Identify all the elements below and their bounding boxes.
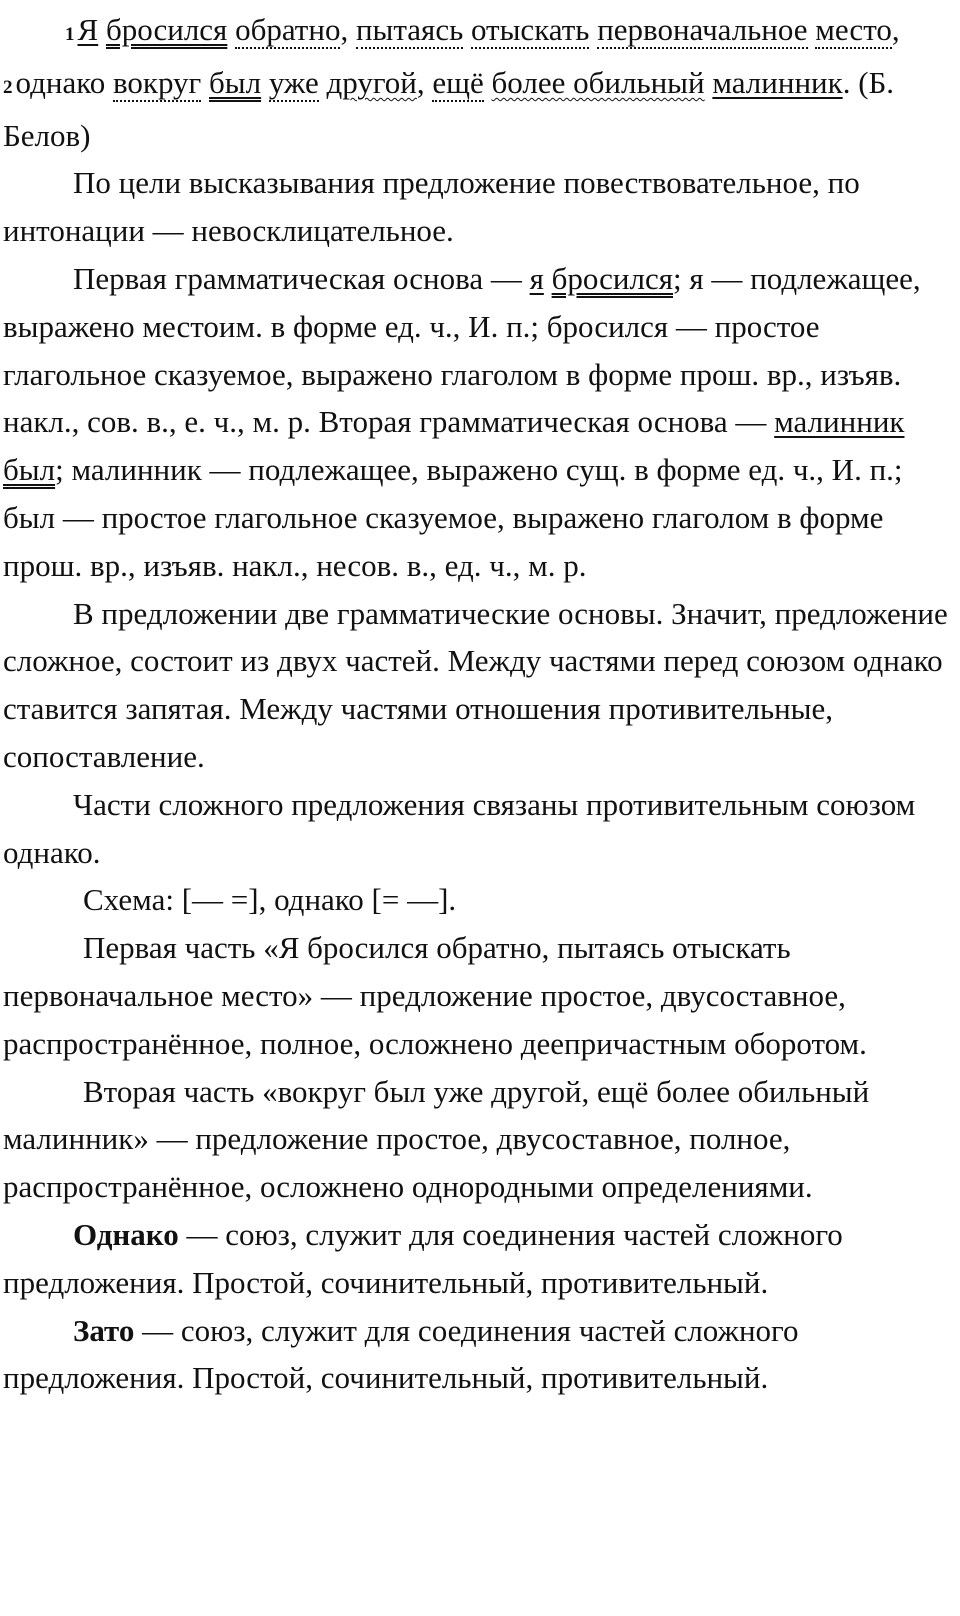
predicate-2: был — [3, 452, 56, 488]
word-subject-malinnik: малинник — [712, 64, 843, 100]
subject-1: я — [529, 260, 544, 296]
paragraph-complex-sentence: В предложении две грамматические основы. Значит, предложение сложное, состоит из двух частей. Между частями перед союзом однако ставится запятая. Между частями отношения противительные, сопоставление. — [3, 595, 948, 774]
paragraph-conjunction: Части сложного предложения связаны противительным союзом однако. — [3, 786, 916, 870]
part-number-2: 2 — [3, 76, 13, 98]
word-otyskat: отыскать — [470, 12, 590, 47]
predicate-1: бросился — [551, 260, 673, 296]
word-mesto: место — [815, 12, 892, 47]
paragraph-grammatical-bases — [3, 255, 958, 590]
comma: , — [416, 64, 425, 100]
word-vokrug: вокруг — [112, 64, 202, 100]
text: — союз, служит для соединения частей сложного предложения. Простой, сочинительный, противительный. — [3, 1216, 843, 1300]
word-uzhe: уже — [268, 64, 319, 100]
word-pervonachalnoe: первоначальное — [597, 12, 808, 47]
term-zato: Зато — [73, 1312, 135, 1348]
paragraph-first-part: Первая часть «Я бросился обратно, пытаясь отыскать первоначальное место» — предложение простое, двусоставное, распространённое, полное, осложнено деепричастным оборотом. — [3, 930, 867, 1061]
term-odnako: Однако — [73, 1216, 179, 1252]
comma: , — [340, 12, 349, 47]
word-predicate-byl: был — [209, 64, 262, 100]
text: ; я — подлежащее, выражено местоим. в форме ед. ч., И. п.; бросился — простое глагольное сказуемое, выражено глаголом в форме прош. вр., изъяв. накл., сов. в., е. ч., м. р. Вторая грамматическая основа — — [3, 260, 921, 440]
text: Первая грамматическая основа — — [73, 260, 530, 296]
paragraph-odnako — [3, 1211, 958, 1307]
sentence-source: . (Б. Белов) — [3, 64, 895, 153]
word-odnako: однако — [15, 64, 106, 100]
analyzed-sentence — [3, 6, 958, 159]
word-obratno: обратно — [235, 12, 341, 47]
word-predicate-brosilsya: бросился — [105, 12, 228, 47]
part-number-1: 1 — [65, 24, 75, 45]
comma: , — [891, 12, 900, 47]
word-pytayas: пытаясь — [355, 12, 464, 47]
word-subject-ya: Я — [77, 12, 99, 47]
word-drugoy: другой — [326, 64, 417, 100]
paragraph-purpose: По цели высказывания предложение повествовательное, по интонации — невосклицательное. — [3, 165, 860, 249]
text: ; малинник — подлежащее, выражено сущ. в форме ед. ч., И. п.; был — простое глагольное сказуемое, выражено глаголом в форме прош. вр., изъяв. накл., несов. в., ед. ч., м. р. — [3, 452, 903, 583]
word-eshche: ещё — [432, 64, 484, 100]
document-body — [3, 6, 958, 1402]
text: — союз, служит для соединения частей сложного предложения. Простой, сочинительный, противительный. — [3, 1312, 799, 1396]
word-bolee-obilny: более обильный — [491, 64, 705, 100]
paragraph-scheme: Схема: [— =], однако [= —]. — [83, 882, 457, 918]
subject-2: малинник — [774, 404, 905, 440]
paragraph-zato — [3, 1307, 958, 1403]
paragraph-second-part: Вторая часть «вокруг был уже другой, ещё более обильный малинник» — предложение простое, двусоставное, полное, распространённое, осложнено однородными определениями. — [3, 1073, 870, 1205]
